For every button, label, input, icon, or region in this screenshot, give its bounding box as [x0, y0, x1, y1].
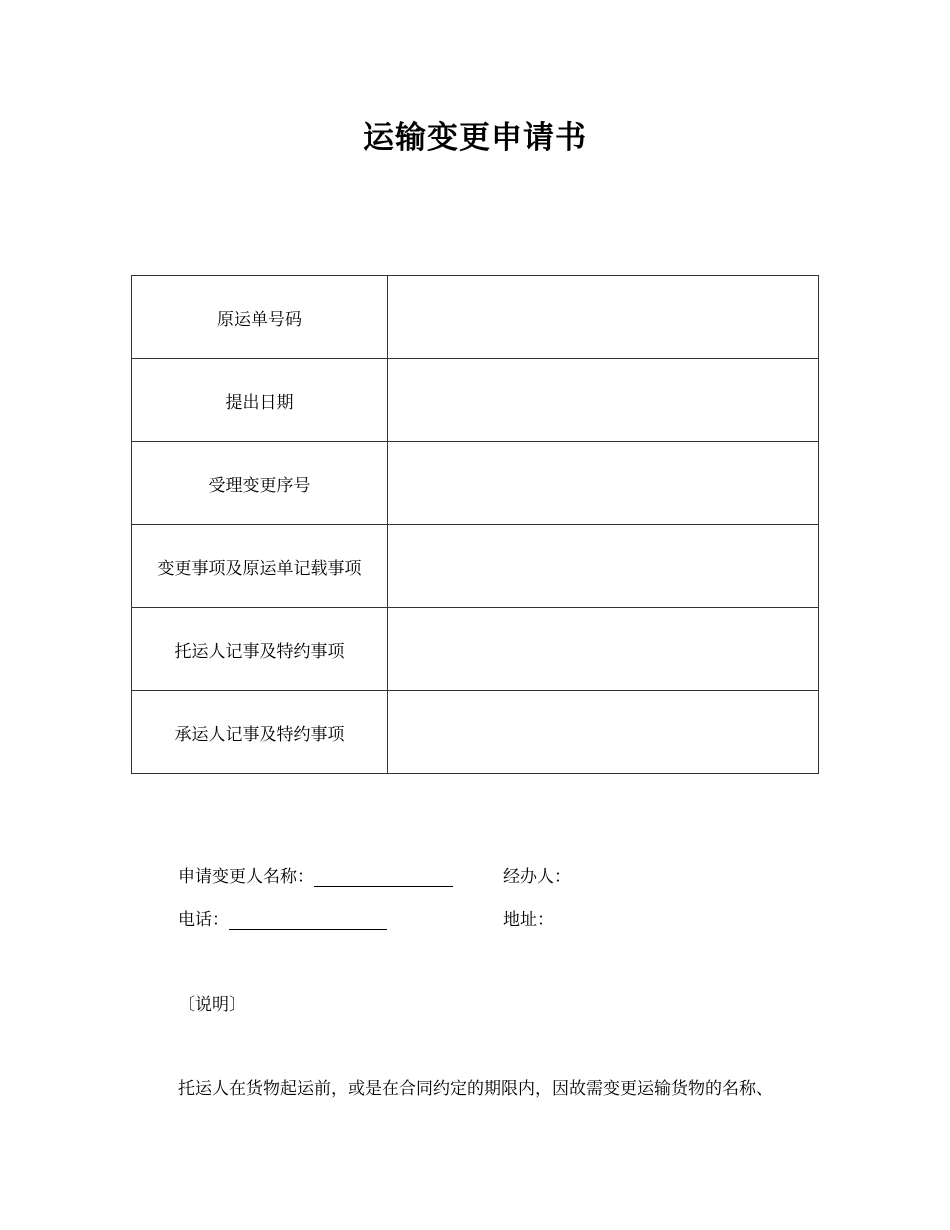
- field-change-items[interactable]: [388, 525, 819, 608]
- row-label-carrier-notes: 承运人记事及特约事项: [132, 691, 388, 774]
- applicant-name-field[interactable]: [314, 868, 453, 887]
- page-title: 运输变更申请书: [363, 120, 587, 156]
- row-label-shipper-notes: 托运人记事及特约事项: [132, 608, 388, 691]
- field-original-waybill-number[interactable]: [388, 276, 819, 359]
- table-row: [132, 608, 819, 691]
- field-shipper-notes[interactable]: [388, 608, 819, 691]
- phone-field[interactable]: [229, 911, 387, 930]
- row-label-change-sequence-number: 受理变更序号: [132, 442, 388, 525]
- notes-heading: 〔说明〕: [178, 995, 246, 1015]
- row-label-original-waybill-number: 原运单号码: [132, 276, 388, 359]
- table-row: [132, 276, 819, 359]
- field-change-sequence-number[interactable]: [388, 442, 819, 525]
- phone-row: [178, 905, 387, 930]
- applicant-name-label: 申请变更人名称：: [178, 867, 314, 887]
- field-submit-date[interactable]: [388, 359, 819, 442]
- field-carrier-notes[interactable]: [388, 691, 819, 774]
- phone-label: 电话：: [178, 910, 229, 930]
- handler-label: 经办人：: [503, 867, 571, 887]
- address-label: 地址：: [503, 910, 554, 930]
- notes-body: 托运人在货物起运前，或是在合同约定的期限内，因故需变更运输货物的名称、: [178, 1079, 773, 1099]
- table-row: [132, 442, 819, 525]
- table-row: [132, 691, 819, 774]
- table-row: [132, 359, 819, 442]
- change-request-table: [131, 275, 819, 774]
- row-label-change-items: 变更事项及原运单记载事项: [132, 525, 388, 608]
- address-row: [503, 905, 554, 930]
- table-row: [132, 525, 819, 608]
- applicant-name-row: [178, 862, 453, 887]
- row-label-submit-date: 提出日期: [132, 359, 388, 442]
- handler-row: [503, 862, 571, 887]
